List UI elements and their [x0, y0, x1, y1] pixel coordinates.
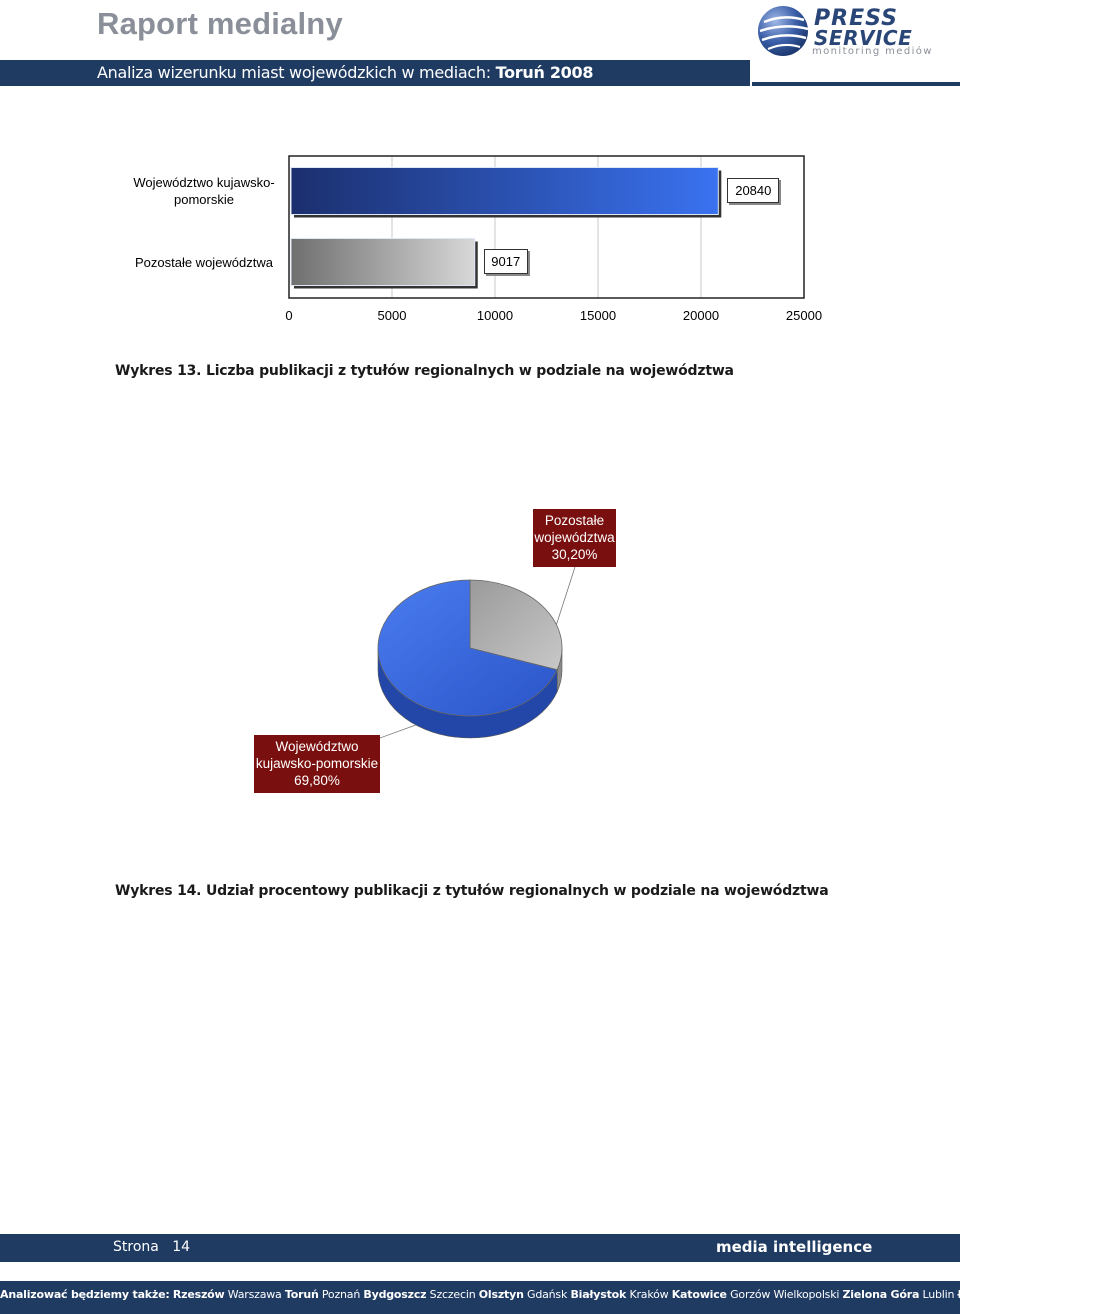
caption-13-text: Liczba publikacji z tytułów regionalnych w podziale na województwa [205, 363, 734, 379]
bar-tick-label: 10000 [476, 308, 514, 323]
pie-slice-label-line: Pozostałe [544, 513, 605, 528]
cities-list [173, 1288, 1107, 1301]
report-subtitle-city: Toruń 2008 [495, 63, 594, 82]
city-name: Gorzów Wielkopolski [730, 1288, 840, 1301]
bar-tick-label: 0 [285, 308, 293, 323]
report-subtitle [97, 63, 593, 82]
bar-tick-label: 15000 [579, 308, 617, 323]
city-name: Poznań [321, 1288, 361, 1301]
city-name: Rzeszów [172, 1288, 225, 1301]
bar-tick-label: 25000 [785, 308, 823, 323]
pie-slice-label-line: 69,80% [294, 773, 340, 788]
city-name: Opole [1037, 1288, 1073, 1301]
logo-tagline: monitoring mediów [812, 46, 933, 57]
city-name: Warszawa [227, 1288, 282, 1301]
page-number-value: 14 [172, 1239, 191, 1255]
city-name: Katowice [671, 1288, 727, 1301]
page-number [113, 1239, 190, 1255]
pie-slice-label-line: województwa [534, 530, 615, 545]
city-name: Kraków [629, 1288, 669, 1301]
report-title: Raport medialny [97, 6, 343, 41]
header-band-accent [752, 82, 960, 86]
city-name: Szczecin [429, 1288, 476, 1301]
page-label: Strona [113, 1239, 159, 1255]
bar-value-label: 9017 [484, 249, 528, 274]
bar-0 [291, 168, 718, 215]
bar-1 [291, 239, 475, 286]
bar-tick-label: 5000 [377, 308, 407, 323]
city-name: Zielona Góra [842, 1288, 920, 1301]
logo-word-service: SERVICE [814, 26, 913, 50]
pie-slice-label-line: 30,20% [551, 547, 598, 562]
bar-category-label [120, 174, 288, 208]
city-name: Toruń [284, 1288, 319, 1301]
logo-word-press: PRESS [814, 6, 898, 31]
caption-13-number: Wykres 13. [115, 363, 202, 379]
report-subtitle-text: Analiza wizerunku miast wojewódzkich w mediach: [97, 63, 496, 82]
pie-chart [240, 560, 660, 760]
chart-caption-13 [115, 363, 734, 379]
city-name: Lublin [922, 1288, 955, 1301]
city-name: Olsztyn [478, 1288, 524, 1301]
city-name: Łódź [957, 1288, 986, 1301]
bar-category-label [120, 254, 288, 271]
chart-caption-14: Wykres 14. Udział procentowy publikacji z tytułów regionalnych w podziale na województwa [115, 883, 829, 899]
bar-category-label-line: Województwo kujawsko- [133, 175, 275, 190]
bar-category-label-line: pomorskie [174, 192, 234, 207]
cities-line [0, 1288, 1107, 1301]
pie-slice-label [533, 509, 616, 567]
pie-slice-label [254, 735, 380, 793]
city-name: Wrocław [988, 1288, 1034, 1301]
footer-tagline: media intelligence [716, 1238, 873, 1256]
globe-icon [756, 4, 812, 60]
city-name: Gdańsk [527, 1288, 568, 1301]
city-name: Kielce [1075, 1288, 1107, 1301]
cities-intro: Analizować będziemy także: [0, 1288, 170, 1301]
pie-slice-label-line: kujawsko-pomorskie [255, 756, 379, 771]
bar-category-label-line: Pozostałe województwa [134, 254, 274, 270]
bar-tick-label: 20000 [682, 308, 720, 323]
pie-leader-line [556, 567, 575, 625]
pie-leader-line [380, 725, 416, 738]
city-name: Bydgoszcz [363, 1288, 427, 1301]
press-service-logo [756, 4, 946, 60]
bar-value-label: 20840 [727, 178, 779, 203]
city-name: Białystok [570, 1288, 627, 1301]
pie-slice-label-line: Województwo [275, 739, 359, 754]
